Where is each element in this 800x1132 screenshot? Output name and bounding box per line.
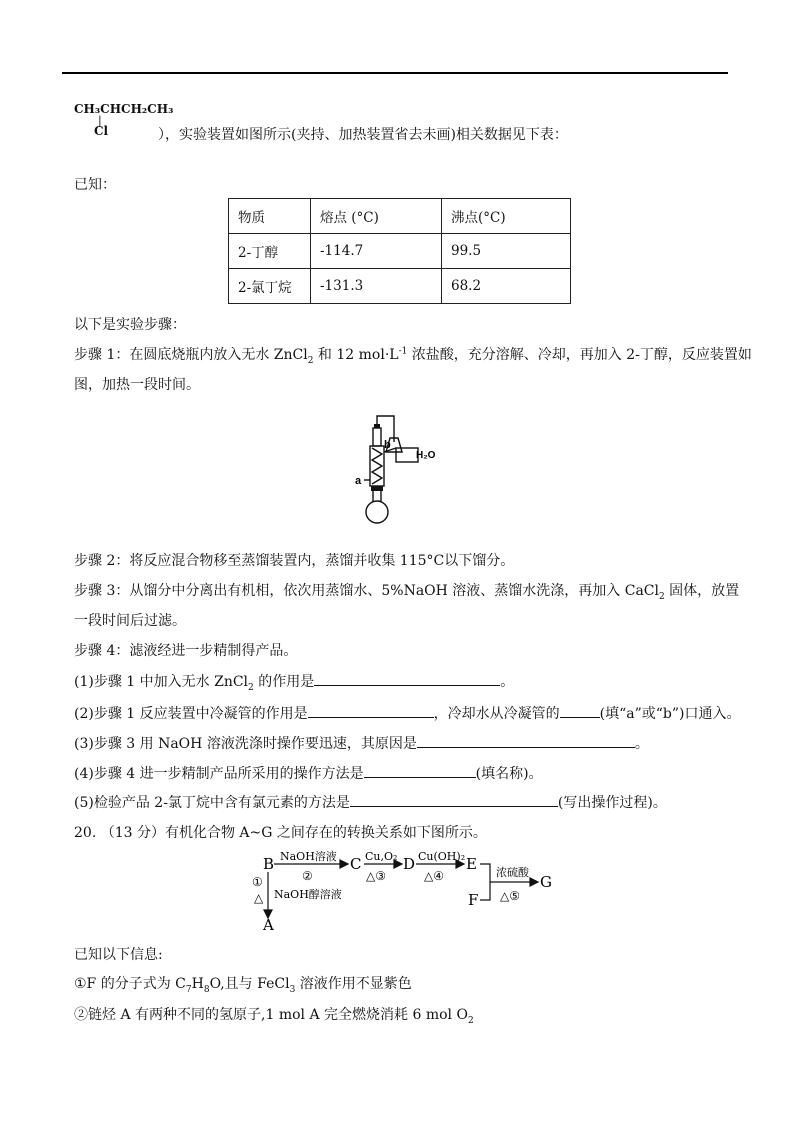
reagent-1: NaOH醇溶液 xyxy=(274,888,342,901)
q2-text: (2)步骤 1 反应装置中冷凝管的作用是 xyxy=(74,706,308,722)
answer-blank-4[interactable] xyxy=(364,763,476,778)
q1-text: (1)步骤 1 中加入无水 ZnCl xyxy=(74,674,249,690)
table-cell: -114.7 xyxy=(311,234,442,269)
q1-text-b: 的作用是 xyxy=(253,674,315,690)
step3-sub: 2 xyxy=(659,591,665,602)
q1-sub: 2 xyxy=(248,682,254,693)
step4: 步骤 4：滤液经进一步精制得产品。 xyxy=(74,643,298,659)
intro-text: ），实验装置如图所示(夹持、加热装置省去未画)相关数据见下表： xyxy=(158,127,568,143)
info1-h: H xyxy=(191,976,204,992)
answer-blank-2b[interactable] xyxy=(560,703,600,718)
label-h2o: H₂O xyxy=(416,450,436,461)
step3-line2: 一段时间后过滤。 xyxy=(74,613,186,629)
step-2-label: ② xyxy=(302,869,313,883)
step1-line1 xyxy=(74,344,752,364)
table-cell: 99.5 xyxy=(442,234,571,269)
step-5-label: △⑤ xyxy=(500,889,520,903)
step2: 步骤 2：将反应混合物移至蒸馏装置内，蒸馏并收集 115°C以下馏分。 xyxy=(74,553,515,569)
answer-blank-3[interactable] xyxy=(417,733,635,748)
steps-intro: 以下是实验步骤： xyxy=(74,317,186,333)
formula-cl: Cl xyxy=(94,124,109,138)
question-4 xyxy=(74,763,543,783)
question-20-title: 20. （13 分）有机化合物 A~G 之间存在的转换关系如下图所示。 xyxy=(74,825,487,841)
question-5 xyxy=(74,792,667,812)
q4-text: (4)步骤 4 进一步精制产品所采用的操作方法是 xyxy=(74,766,364,782)
formula-2-chlorobutane xyxy=(74,102,173,116)
step-1-delta: △ xyxy=(254,891,264,905)
info1-sub7: 7 xyxy=(185,984,192,995)
answer-blank-1[interactable] xyxy=(314,671,500,686)
info2-sub2: 2 xyxy=(467,1015,474,1026)
apparatus-diagram xyxy=(350,408,460,528)
info2-text: ②链烃 A 有两种不同的氢原子,1 mol A 完全燃烧消耗 6 mol O xyxy=(74,1007,468,1023)
label-b: b xyxy=(384,439,391,451)
table-row xyxy=(229,269,571,304)
scheme-svg xyxy=(244,840,564,932)
properties-table xyxy=(228,198,571,304)
step3-line1 xyxy=(74,580,739,600)
info1-text-d: 溶液作用不显紫色 xyxy=(295,976,412,992)
question-2 xyxy=(74,703,741,723)
header-cell: 沸点(°C) xyxy=(442,199,571,234)
compound-a: A xyxy=(263,916,274,932)
q2-text-c: (填“a”或“b”)口通入。 xyxy=(599,706,741,722)
reagent-3: Cu,O₂ xyxy=(365,850,398,863)
table-cell: 68.2 xyxy=(442,269,571,304)
answer-blank-5[interactable] xyxy=(350,792,558,807)
label-a: a xyxy=(355,475,362,487)
q5-text-b: (写出操作过程)。 xyxy=(557,795,667,811)
reaction-scheme xyxy=(244,840,564,932)
q4-text-b: (填名称)。 xyxy=(475,766,543,782)
info-title: 已知以下信息: xyxy=(74,947,163,963)
compound-f: F xyxy=(468,891,479,909)
stopper xyxy=(371,486,383,491)
step-4-label: △④ xyxy=(424,869,444,883)
compound-e: E xyxy=(466,855,477,873)
question-1 xyxy=(74,671,514,691)
info1-sub8: 8 xyxy=(203,984,210,995)
compound-c: C xyxy=(350,855,362,873)
info1-text-c: O,且与 FeCl xyxy=(209,976,290,992)
reagent-2: NaOH溶液 xyxy=(280,850,337,863)
info-2 xyxy=(74,1004,474,1024)
step1-text-b: 和 12 mol·L xyxy=(313,347,399,363)
step-3-label: △③ xyxy=(366,869,386,883)
known-label: 已知： xyxy=(74,177,116,193)
step1-text: 步骤 1：在圆底烧瓶内放入无水 ZnCl xyxy=(74,347,308,363)
step3-text-b: 固体，放置 xyxy=(664,583,740,599)
compound-g: G xyxy=(540,873,552,891)
table-cell: 2-丁醇 xyxy=(229,234,311,269)
header-cell: 物质 xyxy=(229,199,311,234)
compound-d: D xyxy=(403,855,416,873)
formula-bond: | xyxy=(98,114,102,127)
info1-text: ①F 的分子式为 C xyxy=(74,976,186,992)
stopper-top xyxy=(374,424,380,428)
table-header-row xyxy=(229,199,571,234)
info-1 xyxy=(74,973,412,993)
step1-sup: -1 xyxy=(398,346,408,357)
header-cell: 熔点 (°C) xyxy=(311,199,442,234)
compound-b: B xyxy=(263,855,275,873)
table-cell: 2-氯丁烷 xyxy=(229,269,311,304)
reagent-4: Cu(OH)₂ xyxy=(418,850,466,863)
q5-text: (5)检验产品 2-氯丁烷中含有氯元素的方法是 xyxy=(74,795,350,811)
step1-sub: 2 xyxy=(307,355,314,366)
q2-text-b: ，冷却水从冷凝管的 xyxy=(433,706,560,722)
header-rule xyxy=(62,72,728,74)
q3-text: (3)步骤 3 用 NaOH 溶液洗涤时操作要迅速，其原因是 xyxy=(74,736,417,752)
step1-line2: 图，加热一段时间。 xyxy=(74,377,200,393)
table-cell: -131.3 xyxy=(311,269,442,304)
info1-sub3: 3 xyxy=(289,984,296,995)
formula-top: CH₃CHCH₂CH₃ xyxy=(74,102,174,116)
step-1-label: ① xyxy=(252,875,263,889)
q3-end: 。 xyxy=(634,736,649,752)
reagent-5: 浓硫酸 xyxy=(496,866,529,879)
apparatus-svg xyxy=(350,408,460,528)
step3-text: 步骤 3：从馏分中分离出有机相，依次用蒸馏水、5%NaOH 溶液、蒸馏水洗涤，再加入 CaCl xyxy=(74,583,659,599)
q1-end: 。 xyxy=(500,674,515,690)
question-3 xyxy=(74,733,649,753)
table-row xyxy=(229,234,571,269)
step1-text-c: 浓盐酸，充分溶解、冷却，再加入 2-丁醇，反应装置如 xyxy=(407,347,752,363)
answer-blank-2a[interactable] xyxy=(308,703,434,718)
